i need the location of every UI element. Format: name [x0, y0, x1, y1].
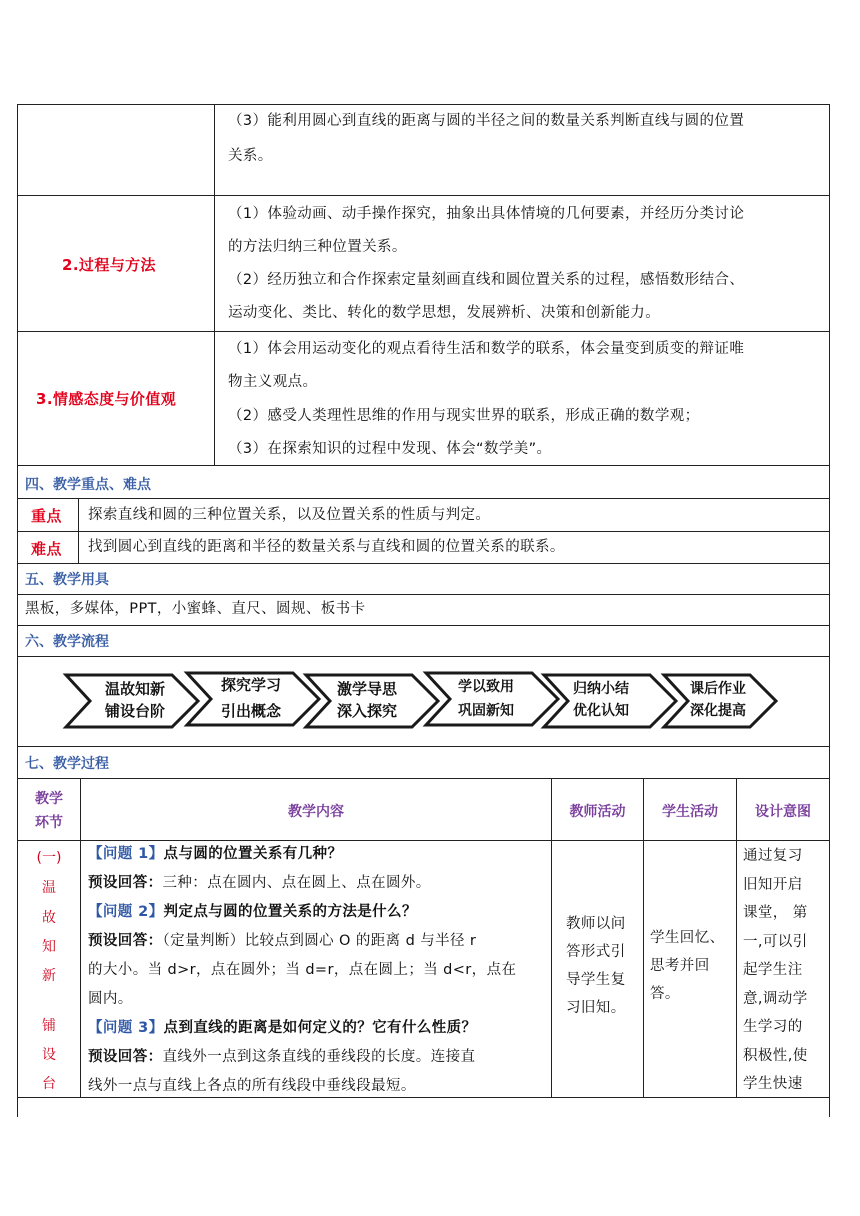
objective-text: （3）能利用圆心到直线的距离与圆的半径之间的数量关系判断直线与圆的位置 — [228, 113, 745, 129]
answer-3: 预设回答：直线外一点到这条直线的垂线段的长度。连接直 — [88, 1049, 476, 1065]
answer-2: 预设回答：（定量判断）比较点到圆心 O 的距离 d 与半径 r — [88, 933, 477, 949]
table-border — [829, 104, 830, 1117]
table-border — [17, 195, 829, 196]
stage-char: 设 — [42, 1047, 56, 1063]
header-content: 教学内容 — [288, 804, 344, 820]
teacher-activity: 教师以问 答形式引 导学生复 习旧知。 — [566, 916, 626, 1016]
tools-text: 黑板，多媒体，PPT，小蜜蜂、直尺、圆规、板书卡 — [25, 601, 366, 617]
table-border — [643, 778, 644, 1097]
objective-text: （3）在探索知识的过程中发现、体会“数学美”。 — [228, 441, 552, 457]
section-title-tools: 五、教学用具 — [25, 572, 109, 588]
stage-char: 台 — [42, 1076, 56, 1092]
objective-text: 的方法归纳三种位置关系。 — [228, 239, 407, 255]
header-stage: 教学 环节 — [35, 791, 63, 831]
header-student: 学生活动 — [662, 804, 718, 820]
objective-text: 运动变化、类比、转化的数学思想，发展辨析、决策和创新能力。 — [228, 305, 661, 321]
stage-char: (一) — [36, 850, 62, 866]
objective-text: 物主义观点。 — [228, 374, 318, 390]
table-border — [80, 778, 81, 1097]
stage-char: 故 — [42, 910, 56, 926]
key-point-label: 重点 — [31, 507, 62, 525]
table-border — [17, 656, 829, 657]
table-border — [551, 778, 552, 1097]
table-border — [17, 746, 829, 747]
flow-step-4: 学以致用 巩固新知 — [458, 679, 514, 719]
question-1: 【问题 1】点与圆的位置关系有几种？ — [88, 846, 343, 862]
flow-step-2: 探究学习 引出概念 — [220, 676, 281, 720]
answer-1: 预设回答：三种：点在圆内、点在圆上、点在圆外。 — [88, 875, 431, 891]
process-method-label: 2.过程与方法 — [62, 256, 156, 274]
objective-text: （1）体验动画、动手操作探究，抽象出具体情境的几何要素，并经历分类讨论 — [228, 206, 745, 222]
header-intent: 设计意图 — [755, 804, 811, 820]
key-point-text: 探索直线和圆的三种位置关系，以及位置关系的性质与判定。 — [88, 507, 491, 523]
table-border — [78, 498, 79, 563]
table-border — [17, 104, 18, 1117]
flow-step-3: 激学导思 深入探究 — [336, 680, 397, 720]
objective-text: 关系。 — [228, 148, 273, 164]
table-border — [214, 104, 215, 465]
objective-text: （2）感受人类理性思维的作用与现实世界的联系，形成正确的数学观； — [228, 408, 700, 424]
question-3: 【问题 3】点到直线的距离是如何定义的？它有什么性质？ — [88, 1020, 477, 1036]
answer-2-cont: 圆内。 — [88, 991, 133, 1007]
table-border — [17, 778, 829, 779]
flow-step-6: 课后作业 深化提高 — [690, 681, 746, 719]
objective-text: （1）体会用运动变化的观点看待生活和数学的联系，体会量变到质变的辩证唯 — [228, 341, 745, 357]
difficult-point-label: 难点 — [31, 540, 62, 558]
question-2: 【问题 2】判定点与圆的位置关系的方法是什么？ — [88, 904, 417, 920]
section-title-flow: 六、教学流程 — [25, 634, 109, 650]
student-activity: 学生回忆、 思考并回 答。 — [650, 930, 725, 1002]
stage-char: 铺 — [42, 1018, 56, 1034]
section-title-key-points: 四、教学重点、难点 — [25, 477, 151, 493]
answer-3-cont: 线外一点与直线上各点的所有线段中垂线段最短。 — [88, 1078, 416, 1094]
stage-char: 温 — [42, 880, 56, 896]
header-teacher: 教师活动 — [569, 804, 626, 820]
table-border — [736, 778, 737, 1097]
stage-char: 知 — [42, 939, 56, 955]
difficult-point-text: 找到圆心到直线的距离和半径的数量关系与直线和圆的位置关系的联系。 — [88, 539, 565, 555]
answer-2-cont: 的大小。当 d>r，点在圆外；当 d=r，点在圆上；当 d<r，点在 — [88, 962, 517, 978]
design-intent: 通过复习 旧知开启 课堂， 第 一,可以引 起学生注 意,调动学 生学习的 积极性,使 学生快速 — [743, 848, 808, 1092]
flow-step-1: 温故知新 铺设台阶 — [104, 680, 165, 720]
flow-step-5: 归纳小结 优化认知 — [573, 681, 629, 719]
objective-text: （2）经历独立和合作探索定量刻画直线和圆位置关系的过程，感悟数形结合、 — [228, 272, 745, 288]
stage-char: 新 — [42, 968, 56, 984]
emotion-values-label: 3.情感态度与价值观 — [36, 390, 177, 408]
section-title-process: 七、教学过程 — [25, 756, 109, 772]
